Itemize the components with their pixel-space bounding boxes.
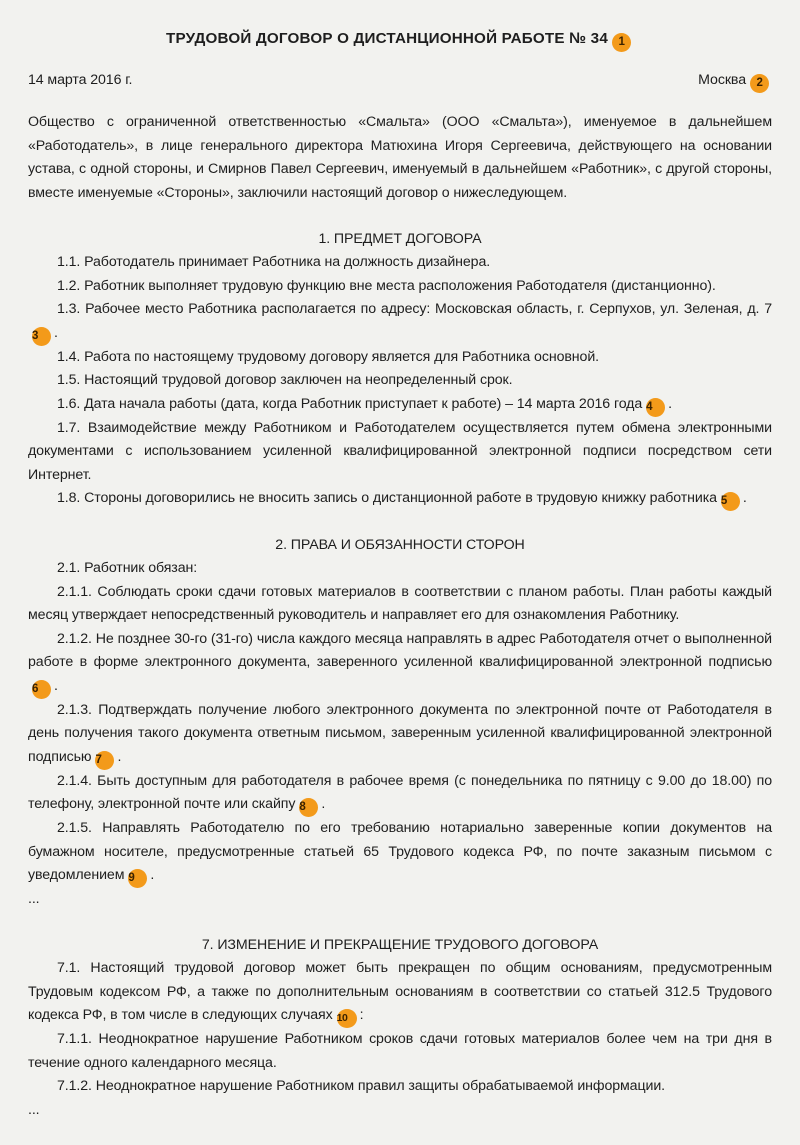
note-badge: 6 bbox=[32, 680, 51, 699]
clause-1-7: 1.7. Взаимодействие между Работником и Работодателем осуществляется путем обмена электронными документами с использованием усиленной квалифицированной электронной подписи посредством сети Интернет. bbox=[28, 419, 772, 483]
date-city-row bbox=[28, 68, 772, 93]
ellipsis: ... bbox=[28, 891, 40, 907]
note-badge: 8 bbox=[299, 798, 318, 817]
document-title: ТРУДОВОЙ ДОГОВОР О ДИСТАНЦИОННОЙ РАБОТЕ № 34 1 bbox=[28, 26, 772, 52]
clause-7-1-2: 7.1.2. Неоднократное нарушение Работником правил защиты обрабатываемой информации. bbox=[57, 1078, 665, 1094]
ellipsis: ... bbox=[28, 1101, 40, 1118]
clause-2-1-4: 2.1.4. Быть доступным для работодателя в рабочее время (с понедельника по пятницу с 9.00 до 18.00) по телефону, электронной почте или скайпу 8 . bbox=[28, 770, 772, 818]
note-badge: 2 bbox=[750, 74, 769, 93]
note-badge: 4 bbox=[646, 398, 665, 417]
clause-2-1-3: 2.1.3. Подтверждать получение любого электронного документа по электронной почте от Работодателя в день получения такого документа ответным письмом, заверенным усиленной квалифицированной электронной подписью 7 . bbox=[28, 699, 772, 770]
clause-1-4: 1.4. Работа по настоящему трудовому договору является для Работника основной. bbox=[57, 348, 600, 365]
contract-city: Москва 2 bbox=[698, 68, 772, 93]
section-heading: 2. ПРАВА И ОБЯЗАННОСТИ СТОРОН bbox=[275, 537, 525, 553]
note-badge: 10 bbox=[337, 1009, 357, 1028]
note-badge: 7 bbox=[95, 751, 114, 770]
clause-2-1-1: 2.1.1. Соблюдать сроки сдачи готовых материалов в соответствии с планом работы. План работы каждый месяц утверждает непосредственный руководитель и направляет его для ознакомления Работнику. bbox=[28, 583, 772, 623]
clause-1-3: 1.3. Рабочее место Работника располагается по адресу: Московская область, г. Серпухов, ул. Зеленая, д. 73 . bbox=[28, 298, 772, 346]
clause-7-1-1: 7.1.1. Неоднократное нарушение Работником сроков сдачи готовых материалов более чем на три дня в течение одного календарного месяца. bbox=[28, 1031, 772, 1071]
note-badge: 5 bbox=[721, 492, 740, 511]
clause-2-1: 2.1. Работник обязан: bbox=[57, 560, 198, 576]
intro-paragraph: Общество с ограниченной ответственностью «Смальта» (ООО «Смальта»), именуемое в дальнейшем «Работодатель», в лице генерального директора Матюхина Игоря Сергеевича, действующего на основании устава, с одной стороны, и Смирнов Павел Сергеевич, именуемый в дальнейшем «Работник», с другой стороны, вместе именуемые «Стороны», заключили настоящий договор о нижеследующем. bbox=[28, 114, 772, 201]
clause-1-8: 1.8. Стороны договорились не вносить запись о дистанционной работе в трудовую книжку работника 5 . bbox=[28, 487, 772, 511]
clause-1-6: 1.6. Дата начала работы (дата, когда Работник приступает к работе) – 14 марта 2016 года 4 . bbox=[28, 393, 772, 417]
clause-1-2: 1.2. Работник выполняет трудовую функцию вне места расположения Работодателя (дистанционно). bbox=[57, 277, 716, 294]
clause-1-1: 1.1. Работодатель принимает Работника на должность дизайнера. bbox=[57, 254, 491, 270]
section-heading: 1. ПРЕДМЕТ ДОГОВОРА bbox=[318, 231, 482, 247]
note-badge: 9 bbox=[128, 869, 147, 888]
clause-7-1: 7.1. Настоящий трудовой договор может быть прекращен по общим основаниям, предусмотренным Трудовым кодексом РФ, а также по дополнительным основаниям в соответствии со статьей 312.5 Трудового кодекса РФ, в том числе в следующих случаях 10 : bbox=[28, 957, 772, 1028]
clause-2-1-5: 2.1.5. Направлять Работодателю по его требованию нотариально заверенные копии документов на бумажном носителе, предусмотренные статьей 65 Трудового кодекса РФ, по почте заказным письмом с уведомлением 9 . bbox=[28, 817, 772, 888]
clause-2-1-2: 2.1.2. Не позднее 30-го (31-го) числа каждого месяца направлять в адрес Работодателя отчет о выполненной работе в форме электронного документа, заверенного усиленной квалифицированной электронной подписью6 . bbox=[28, 628, 772, 699]
note-badge: 3 bbox=[32, 327, 51, 346]
contract-date: 14 марта 2016 г. bbox=[28, 72, 133, 88]
note-badge: 1 bbox=[612, 33, 631, 52]
clause-1-5: 1.5. Настоящий трудовой договор заключен на неопределенный срок. bbox=[57, 372, 513, 388]
section-heading: 7. ИЗМЕНЕНИЕ И ПРЕКРАЩЕНИЕ ТРУДОВОГО ДОГОВОРА bbox=[201, 937, 599, 953]
